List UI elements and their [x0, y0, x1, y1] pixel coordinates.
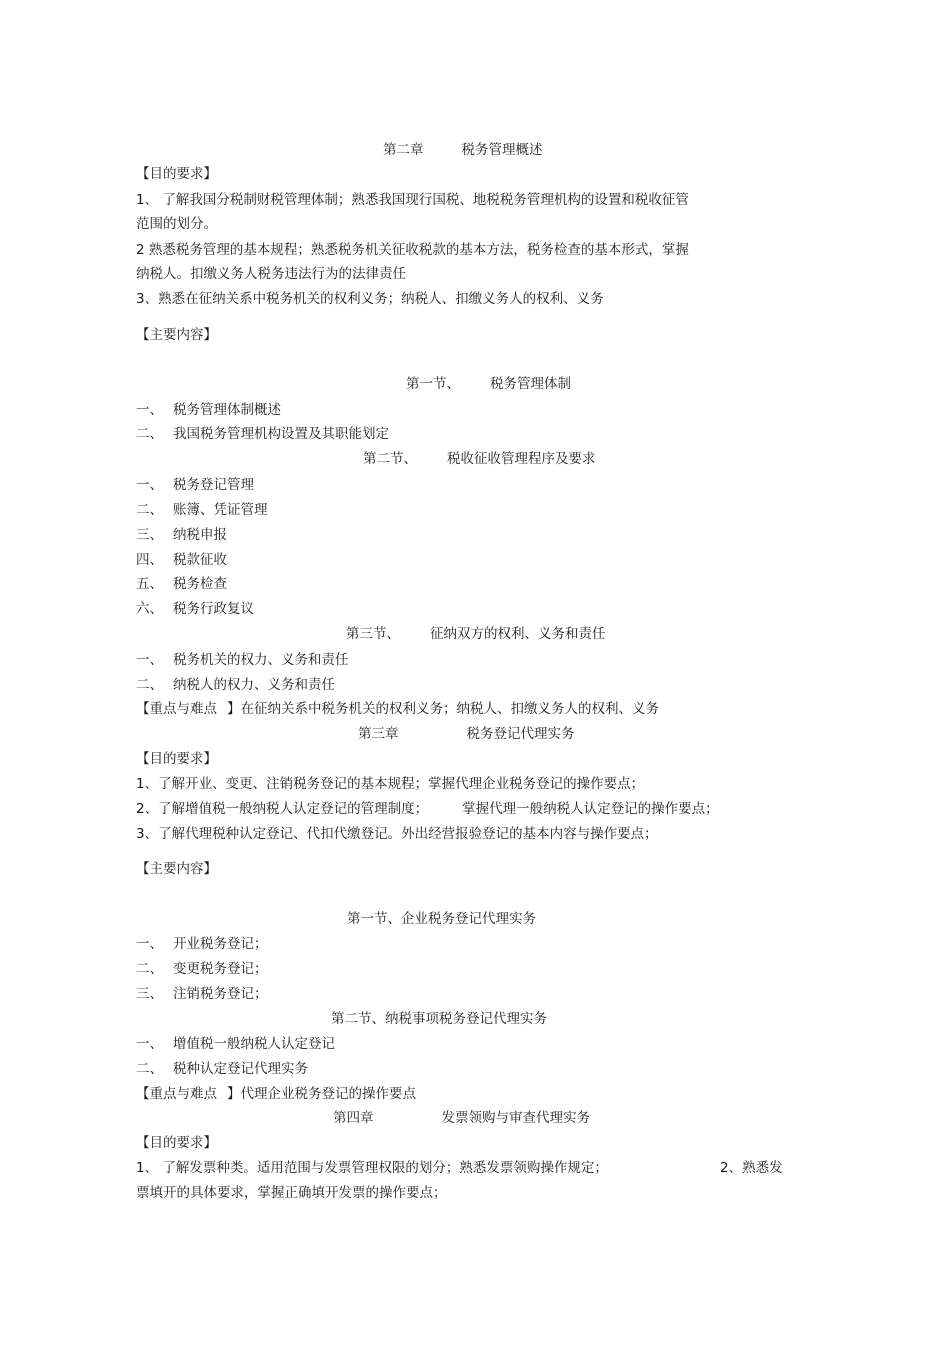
list-item: 一、 开业税务登记；: [136, 936, 268, 952]
section-heading: 【目的要求】: [136, 166, 217, 182]
paragraph: 1、了解开业、变更、注销税务登记的基本规程；掌握代理企业税务登记的操作要点；: [136, 776, 645, 792]
chapter-number: 第二章: [383, 142, 424, 158]
subsection-title: 第一节、企业税务登记代理实务: [347, 911, 536, 927]
paragraph: 1、 了解我国分税制财税管理体制；熟悉我国现行国税、地税税务管理机构的设置和税收征管: [136, 192, 689, 208]
list-item: 二、 我国税务管理机构设置及其职能划定: [136, 426, 389, 442]
list-item: 一、 税务登记管理: [136, 477, 254, 493]
paragraph: 1、 了解发票种类。适用范围与发票管理权限的划分；熟悉发票领购操作规定；: [136, 1160, 608, 1176]
list-item: 一、 税务管理体制概述: [136, 402, 281, 418]
list-item: 三、 纳税申报: [136, 527, 227, 543]
chapter-number: 第四章: [333, 1110, 374, 1126]
list-item: 二、 变更税务登记；: [136, 961, 268, 977]
chapter-title: [358, 725, 575, 743]
section-heading: 【目的要求】: [136, 1135, 217, 1151]
paragraph: 票填开的具体要求，掌握正确填开发票的操作要点；: [136, 1185, 447, 1201]
paragraph: 2、熟悉发: [720, 1160, 783, 1176]
section-heading: 【目的要求】: [136, 751, 217, 767]
key-points: 【重点与难点 】在征纳关系中税务机关的权利义务；纳税人、扣缴义务人的权利、义务: [136, 701, 659, 717]
subsection-title: 第二节、纳税事项税务登记代理实务: [331, 1011, 547, 1027]
chapter-title: [383, 141, 543, 159]
section-heading: 【主要内容】: [136, 327, 217, 343]
list-item: 二、 账簿、凭证管理: [136, 502, 268, 518]
paragraph: 纳税人。扣缴义务人税务违法行为的法律责任: [136, 266, 406, 282]
subsection-title: 第三节、 征纳双方的权利、义务和责任: [346, 626, 606, 642]
chapter-title: [333, 1109, 590, 1127]
list-item: 五、 税务检查: [136, 576, 227, 592]
list-item: 四、 税款征收: [136, 552, 227, 568]
list-item: 六、 税务行政复议: [136, 601, 254, 617]
paragraph: 3、熟悉在征纳关系中税务机关的权利义务；纳税人、扣缴义务人的权利、义务: [136, 291, 604, 307]
list-item: 二、 税种认定登记代理实务: [136, 1061, 308, 1077]
list-item: 一、 增值税一般纳税人认定登记: [136, 1036, 335, 1052]
chapter-number: 第三章: [358, 726, 399, 742]
list-item: 三、 注销税务登记；: [136, 986, 268, 1002]
subsection-title: 第二节、 税收征收管理程序及要求: [363, 451, 596, 467]
section-heading: 【主要内容】: [136, 861, 217, 877]
paragraph: 范围的划分。: [136, 216, 217, 232]
key-points: 【重点与难点 】代理企业税务登记的操作要点: [136, 1086, 416, 1102]
chapter-name: 发票领购与审查代理实务: [441, 1110, 590, 1126]
paragraph: 2 熟悉税务管理的基本规程；熟悉税务机关征收税款的基本方法，税务检查的基本形式，掌握: [136, 242, 689, 258]
paragraph: 3、了解代理税种认定登记、代扣代缴登记。外出经营报验登记的基本内容与操作要点；: [136, 826, 658, 842]
subsection-title: 第一节、 税务管理体制: [406, 376, 571, 392]
chapter-name: 税务登记代理实务: [466, 726, 575, 742]
paragraph: 2、了解增值税一般纳税人认定登记的管理制度； 掌握代理一般纳税人认定登记的操作要点；: [136, 801, 719, 817]
list-item: 一、 税务机关的权力、义务和责任: [136, 652, 349, 668]
chapter-name: 税务管理概述: [461, 142, 543, 158]
list-item: 二、 纳税人的权力、义务和责任: [136, 677, 335, 693]
